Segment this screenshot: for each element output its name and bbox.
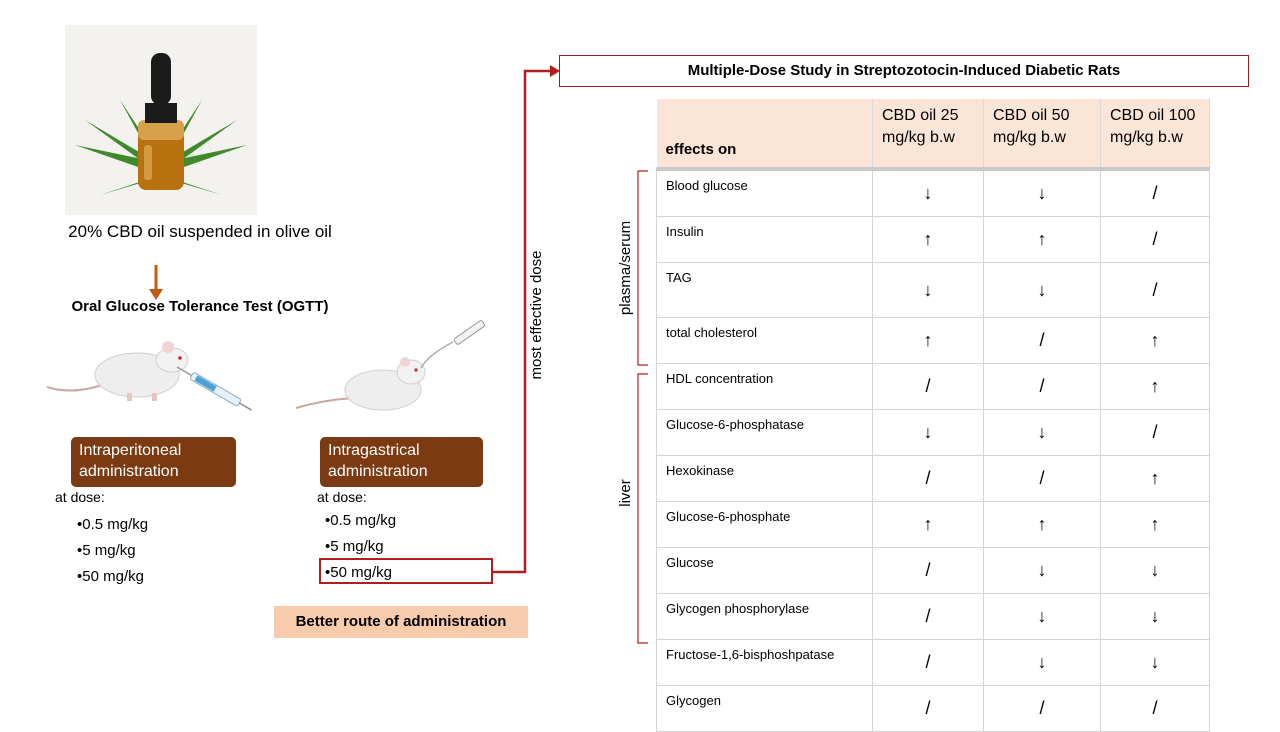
effect-cell: ↑ <box>984 217 1101 263</box>
effect-cell: / <box>1101 263 1210 318</box>
effect-cell: ↓ <box>873 263 984 318</box>
column-header: CBD oil 25 mg/kg b.w <box>873 99 984 169</box>
effect-cell: ↓ <box>984 548 1101 594</box>
ip-dose-item: • 5 mg/kg <box>77 538 148 564</box>
rat-gavage-illustration <box>293 320 493 420</box>
effect-cell: / <box>873 640 984 686</box>
row-label: Fructose-1,6-bisphoshpatase <box>657 640 873 686</box>
effect-cell: / <box>1101 217 1210 263</box>
effects-on-header: effects on <box>657 99 873 169</box>
most-effective-dose-highlight <box>319 558 493 584</box>
row-label: HDL concentration <box>657 364 873 410</box>
table-row <box>657 594 1210 640</box>
effect-cell: ↓ <box>1101 594 1210 640</box>
row-label: Glucose-6-phosphatase <box>657 410 873 456</box>
ip-dose-label: at dose: <box>55 489 105 505</box>
effect-cell: / <box>984 364 1101 410</box>
effect-cell: ↓ <box>984 263 1101 318</box>
effect-cell: / <box>873 594 984 640</box>
table-header-row <box>657 99 1210 169</box>
effect-cell: ↓ <box>873 169 984 217</box>
effect-cell: ↑ <box>873 502 984 548</box>
ip-dose-list <box>77 512 148 590</box>
row-label: TAG <box>657 263 873 318</box>
effect-cell: / <box>1101 169 1210 217</box>
effect-cell: / <box>984 686 1101 732</box>
effect-cell: ↓ <box>873 410 984 456</box>
row-label: Blood glucose <box>657 169 873 217</box>
column-header: CBD oil 100 mg/kg b.w <box>1101 99 1210 169</box>
table-row <box>657 548 1210 594</box>
intragastrical-box: Intragastrical administration <box>320 437 483 487</box>
ip-dose-item: • 0.5 mg/kg <box>77 512 148 538</box>
table-row <box>657 263 1210 318</box>
table-row <box>657 217 1210 263</box>
effect-cell: ↑ <box>1101 456 1210 502</box>
table-row <box>657 169 1210 217</box>
table-row <box>657 410 1210 456</box>
effect-cell: ↑ <box>873 318 984 364</box>
table-row <box>657 318 1210 364</box>
effect-cell: ↓ <box>984 410 1101 456</box>
oil-caption: 20% CBD oil suspended in olive oil <box>68 222 332 241</box>
table-row <box>657 686 1210 732</box>
table-row <box>657 640 1210 686</box>
effect-cell: / <box>873 456 984 502</box>
effect-cell: ↑ <box>1101 318 1210 364</box>
effect-cell: ↓ <box>1101 548 1210 594</box>
study-title: Multiple-Dose Study in Streptozotocin-Induced Diabetic Rats <box>559 55 1249 87</box>
most-effective-dose-label: most effective dose <box>528 250 545 380</box>
column-header: CBD oil 50 mg/kg b.w <box>984 99 1101 169</box>
table-row <box>657 502 1210 548</box>
effect-cell: ↓ <box>984 594 1101 640</box>
effect-cell: ↓ <box>984 169 1101 217</box>
effect-cell: / <box>984 318 1101 364</box>
ogtt-title: Oral Glucose Tolerance Test (OGTT) <box>71 298 329 315</box>
ig-dose-item: • 50 mg/kg <box>325 560 396 586</box>
effect-cell: ↑ <box>984 502 1101 548</box>
row-label: total cholesterol <box>657 318 873 364</box>
effect-cell: ↑ <box>1101 364 1210 410</box>
down-arrow-icon <box>148 265 164 301</box>
effect-cell: ↑ <box>1101 502 1210 548</box>
group-label-plasma: plasma/serum <box>617 220 634 316</box>
effect-cell: / <box>1101 410 1210 456</box>
table-row <box>657 364 1210 410</box>
row-label: Glycogen <box>657 686 873 732</box>
effect-cell: / <box>873 548 984 594</box>
row-label: Insulin <box>657 217 873 263</box>
effect-cell: / <box>984 456 1101 502</box>
effect-cell: ↓ <box>984 640 1101 686</box>
row-label: Glucose-6-phosphate <box>657 502 873 548</box>
row-label: Glucose <box>657 548 873 594</box>
rat-syringe-illustration <box>42 335 257 425</box>
group-bracket-liver <box>636 373 650 647</box>
row-label: Hexokinase <box>657 456 873 502</box>
ig-dose-label: at dose: <box>317 489 367 505</box>
effects-table <box>656 99 1210 732</box>
table-row <box>657 456 1210 502</box>
effect-cell: ↓ <box>1101 640 1210 686</box>
effect-cell: / <box>873 364 984 410</box>
ip-dose-item: • 50 mg/kg <box>77 564 148 590</box>
ig-dose-item: • 5 mg/kg <box>325 534 396 560</box>
better-route-label: Better route of administration <box>274 606 528 638</box>
intraperitoneal-box: Intraperitoneal administration <box>71 437 236 487</box>
ig-dose-item: • 0.5 mg/kg <box>325 508 396 534</box>
group-label-liver: liver <box>617 479 634 507</box>
row-label: Glycogen phosphorylase <box>657 594 873 640</box>
cbd-oil-bottle-illustration <box>65 25 257 215</box>
group-bracket-plasma <box>636 170 650 370</box>
effect-cell: / <box>1101 686 1210 732</box>
effect-cell: / <box>873 686 984 732</box>
effect-cell: ↑ <box>873 217 984 263</box>
